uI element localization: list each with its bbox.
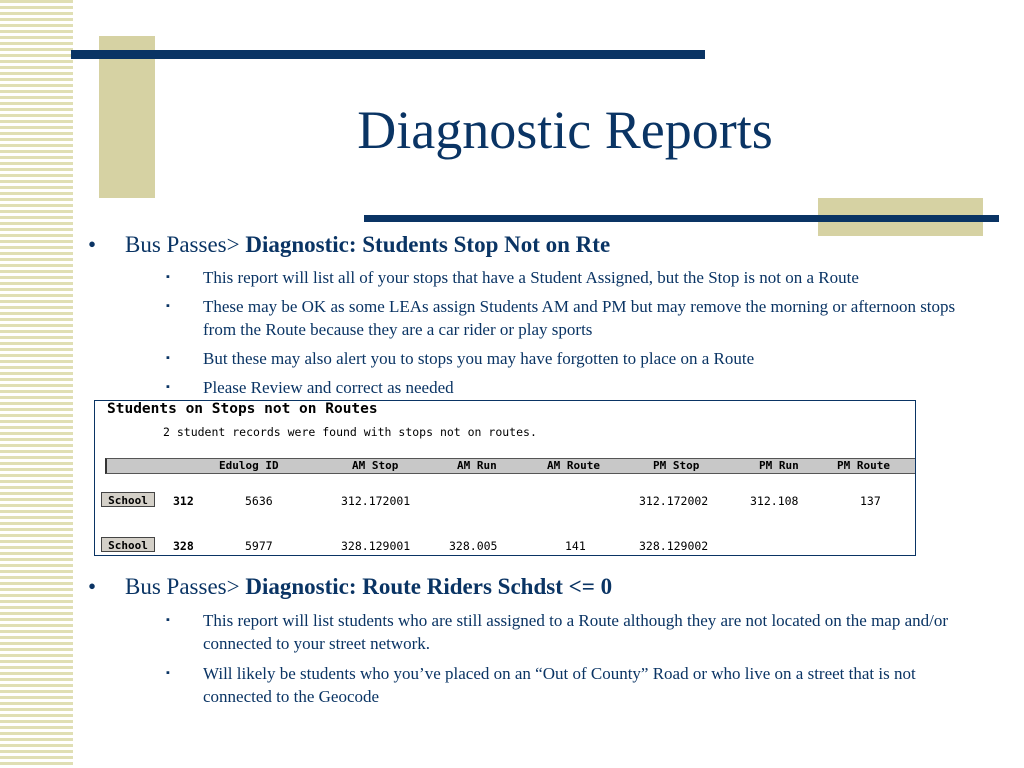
- section1-item-text: But these may also alert you to stops you may have forgotten to place on a Route: [203, 349, 755, 368]
- section2-item-text: This report will list students who are still assigned to a Route although they are not located on the map and/or connected to your street network.: [203, 611, 949, 653]
- section2-prefix: Bus Passes>: [125, 574, 240, 599]
- section1-heading: Diagnostic: Students Stop Not on Rte: [245, 232, 611, 257]
- report-title: Students on Stops not on Routes: [107, 401, 378, 417]
- section2-heading: Diagnostic: Route Riders Schdst <= 0: [245, 574, 613, 599]
- square-bullet-icon: ▪: [166, 271, 170, 283]
- square-bullet-icon: ▪: [166, 300, 170, 312]
- section1-item: [166, 295, 966, 341]
- slide-title: Diagnostic Reports: [357, 100, 773, 160]
- bullet-icon: •: [88, 232, 97, 257]
- school-button[interactable]: School: [101, 537, 155, 552]
- square-bullet-icon: ▪: [166, 667, 170, 679]
- section1-item-text: These may be OK as some LEAs assign Students AM and PM but may remove the morning or afternoon stops from the Route because they are a car rider or play sports: [203, 297, 956, 339]
- section1-item-text: Please Review and correct as needed: [203, 378, 454, 397]
- column-header: AM Route: [547, 459, 600, 472]
- title-underline-bar: [364, 215, 999, 222]
- section2-item: [166, 662, 966, 708]
- column-header: AM Stop: [352, 459, 399, 472]
- cell-number: 312: [173, 494, 194, 508]
- tan-accent-block: [99, 36, 155, 198]
- column-header: PM Route: [837, 459, 890, 472]
- section2-item: [166, 609, 966, 655]
- section1-item-text: This report will list all of your stops that have a Student Assigned, but the Stop is not on a Route: [203, 268, 859, 287]
- cell-pm-stop: 312.172002: [639, 494, 709, 508]
- column-header: Edulog ID: [219, 459, 279, 472]
- cell-pm-route: 137: [860, 494, 881, 508]
- section1-item: [166, 347, 966, 370]
- column-header: PM Run: [759, 459, 799, 472]
- report-subtitle: 2 student records were found with stops not on routes.: [163, 425, 537, 439]
- section1-item: [166, 376, 966, 399]
- cell-edulog-id: 5977: [245, 539, 273, 553]
- table-row: [95, 492, 915, 510]
- cell-edulog-id: 5636: [245, 494, 273, 508]
- square-bullet-icon: ▪: [166, 381, 170, 393]
- cell-pm-run: 312.108: [750, 494, 799, 508]
- bullet-icon: •: [88, 574, 97, 599]
- cell-am-route: 141: [565, 539, 586, 553]
- cell-am-stop: 312.172001: [341, 494, 411, 508]
- section2-item-text: Will likely be students who you’ve placed on an “Out of County” Road or who live on a street that is not connected to the Geocode: [203, 664, 916, 706]
- table-row: [95, 537, 915, 555]
- top-accent-bar: [71, 50, 705, 59]
- column-header: AM Run: [457, 459, 497, 472]
- report-panel: [94, 400, 916, 556]
- cell-am-stop: 328.129001: [341, 539, 411, 553]
- section1-item: [166, 266, 966, 289]
- report-header-row: [105, 458, 915, 474]
- square-bullet-icon: ▪: [166, 614, 170, 626]
- left-stripe-decoration: [0, 0, 73, 768]
- section1-prefix: Bus Passes>: [125, 232, 240, 257]
- column-header: PM Stop: [653, 459, 700, 472]
- school-button[interactable]: School: [101, 492, 155, 507]
- cell-pm-stop: 328.129002: [639, 539, 709, 553]
- cell-am-run: 328.005: [449, 539, 498, 553]
- cell-number: 328: [173, 539, 194, 553]
- square-bullet-icon: ▪: [166, 352, 170, 364]
